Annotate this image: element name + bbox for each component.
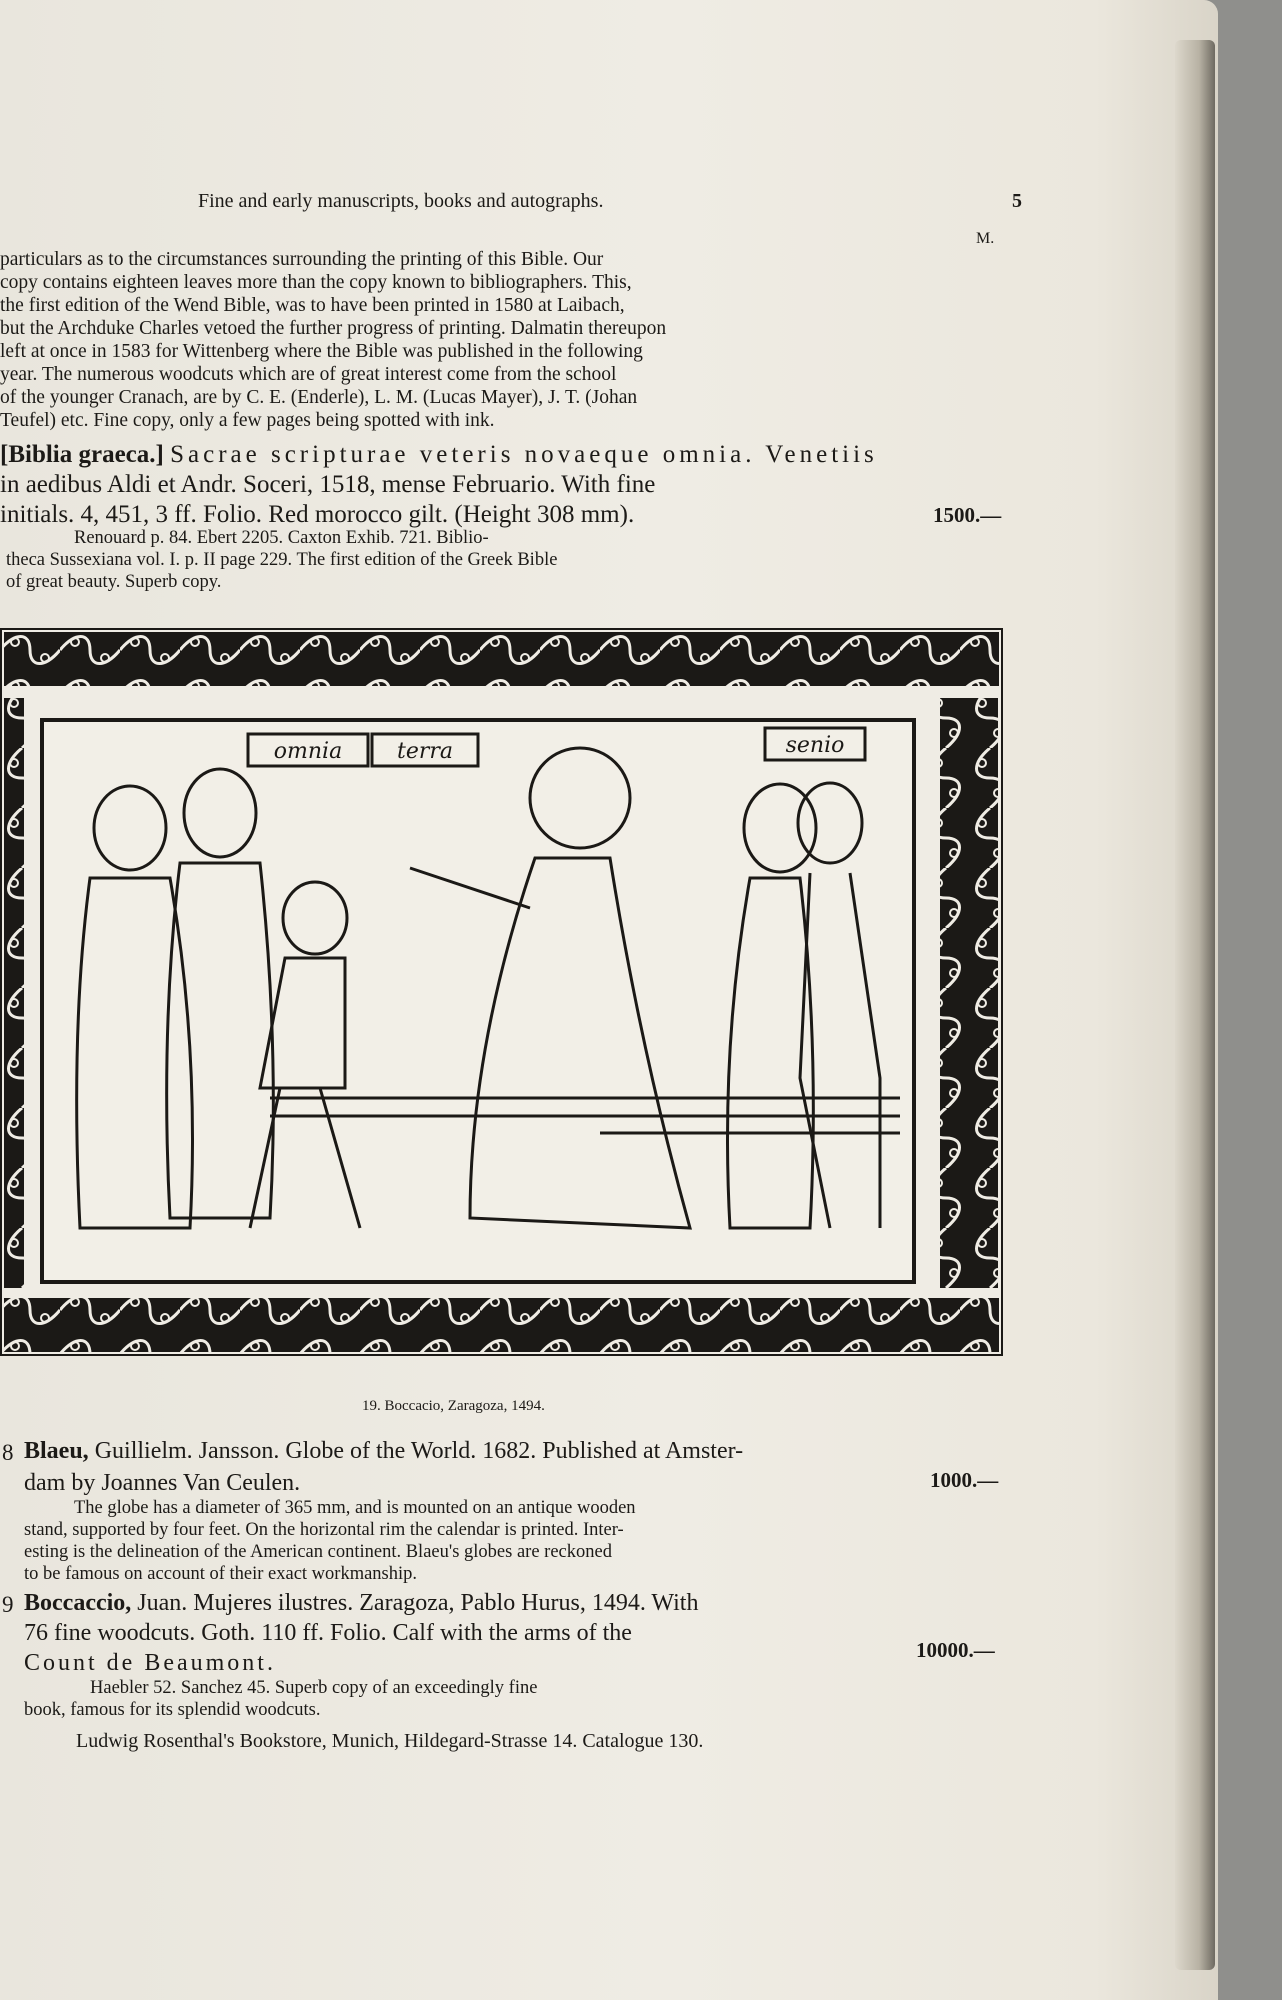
boccaccio-note: book, famous for its splendid woodcuts. — [24, 1700, 321, 1720]
wend-bible-line: left at once in 1583 for Wittenberg where the Bible was published in the following — [0, 341, 643, 362]
banner-omnia: omnia — [273, 739, 343, 764]
biblia-entry-title — [0, 440, 878, 470]
blaeu-note: to be famous on account of their exact workmanship. — [24, 1564, 418, 1584]
woodcut-caption: 19. Boccacio, Zaragoza, 1494. — [362, 1398, 545, 1414]
blaeu-title-text: Guillielm. Jansson. Globe of the World. 1682. Published at Amster- — [94, 1438, 744, 1464]
boccaccio-title-text: Juan. Mujeres ilustres. Zaragoza, Pablo Hurus, 1494. With — [137, 1590, 699, 1616]
blaeu-note: esting is the delineation of the American continent. Blaeu's globes are reckoned — [24, 1542, 612, 1562]
biblia-title-text: Sacrae scripturae veteris novaeque omnia. Venetiis — [170, 441, 878, 468]
running-title: Fine and early manuscripts, books and autographs. — [198, 190, 604, 212]
wend-bible-line: year. The numerous woodcuts which are of great interest come from the school — [0, 364, 617, 385]
wend-bible-line: Teufel) etc. Fine copy, only a few pages being spotted with ink. — [0, 410, 495, 431]
page-edge — [1175, 40, 1215, 1970]
blaeu-heading: Blaeu, — [24, 1438, 89, 1464]
boccaccio-entry-title — [24, 1588, 698, 1618]
currency-mark: M. — [976, 230, 995, 247]
blaeu-note: stand, supported by four feet. On the horizontal rim the calendar is printed. Inter- — [24, 1520, 624, 1540]
blaeu-price: 1000.— — [930, 1468, 999, 1492]
biblia-price: 1500.— — [933, 503, 1002, 527]
biblia-note: of great beauty. Superb copy. — [6, 572, 222, 592]
blaeu-entry-number: 8 — [2, 1440, 14, 1465]
biblia-note: Renouard p. 84. Ebert 2205. Caxton Exhib. 721. Biblio- — [74, 528, 489, 548]
boccaccio-entry-line: 76 fine woodcuts. Goth. 110 ff. Folio. Calf with the arms of the — [24, 1620, 632, 1646]
biblia-entry-line: initials. 4, 451, 3 ff. Folio. Red morocco gilt. (Height 308 mm). — [0, 501, 635, 528]
boccaccio-price: 10000.— — [916, 1638, 995, 1662]
catalogue-footer: Ludwig Rosenthal's Bookstore, Munich, Hildegard-Strasse 14. Catalogue 130. — [76, 1730, 704, 1752]
blaeu-entry-title — [24, 1436, 743, 1466]
woodcut-illustration — [0, 628, 1003, 1356]
page-number: 5 — [1012, 190, 1022, 212]
biblia-note: theca Sussexiana vol. I. p. II page 229. The first edition of the Greek Bible — [6, 550, 558, 570]
boccaccio-entry-number: 9 — [2, 1592, 14, 1617]
blaeu-note: The globe has a diameter of 365 mm, and is mounted on an antique wooden — [74, 1498, 636, 1518]
banner-senio: senio — [785, 733, 845, 758]
wend-bible-line: particulars as to the circumstances surrounding the printing of this Bible. Our — [0, 249, 604, 270]
wend-bible-line: of the younger Cranach, are by C. E. (Enderle), L. M. (Lucas Mayer), J. T. (Johan — [0, 387, 638, 408]
banner-terra: terra — [396, 739, 454, 764]
boccaccio-heading: Boccaccio, — [24, 1590, 132, 1616]
boccaccio-entry-line: Count de Beaumont. — [24, 1650, 276, 1676]
wend-bible-line: copy contains eighteen leaves more than the copy known to bibliographers. This, — [0, 272, 632, 293]
biblia-entry-line: in aedibus Aldi et Andr. Soceri, 1518, mense Februario. With fine — [0, 471, 656, 498]
biblia-heading: [Biblia graeca.] — [0, 441, 164, 468]
wend-bible-line: the first edition of the Wend Bible, was to have been printed in 1580 at Laibach, — [0, 295, 625, 316]
blaeu-entry-line: dam by Joannes Van Ceulen. — [24, 1470, 301, 1496]
boccaccio-note: Haebler 52. Sanchez 45. Superb copy of an exceedingly fine — [90, 1678, 538, 1698]
wend-bible-line: but the Archduke Charles vetoed the further progress of printing. Dalmatin thereupon — [0, 318, 667, 339]
